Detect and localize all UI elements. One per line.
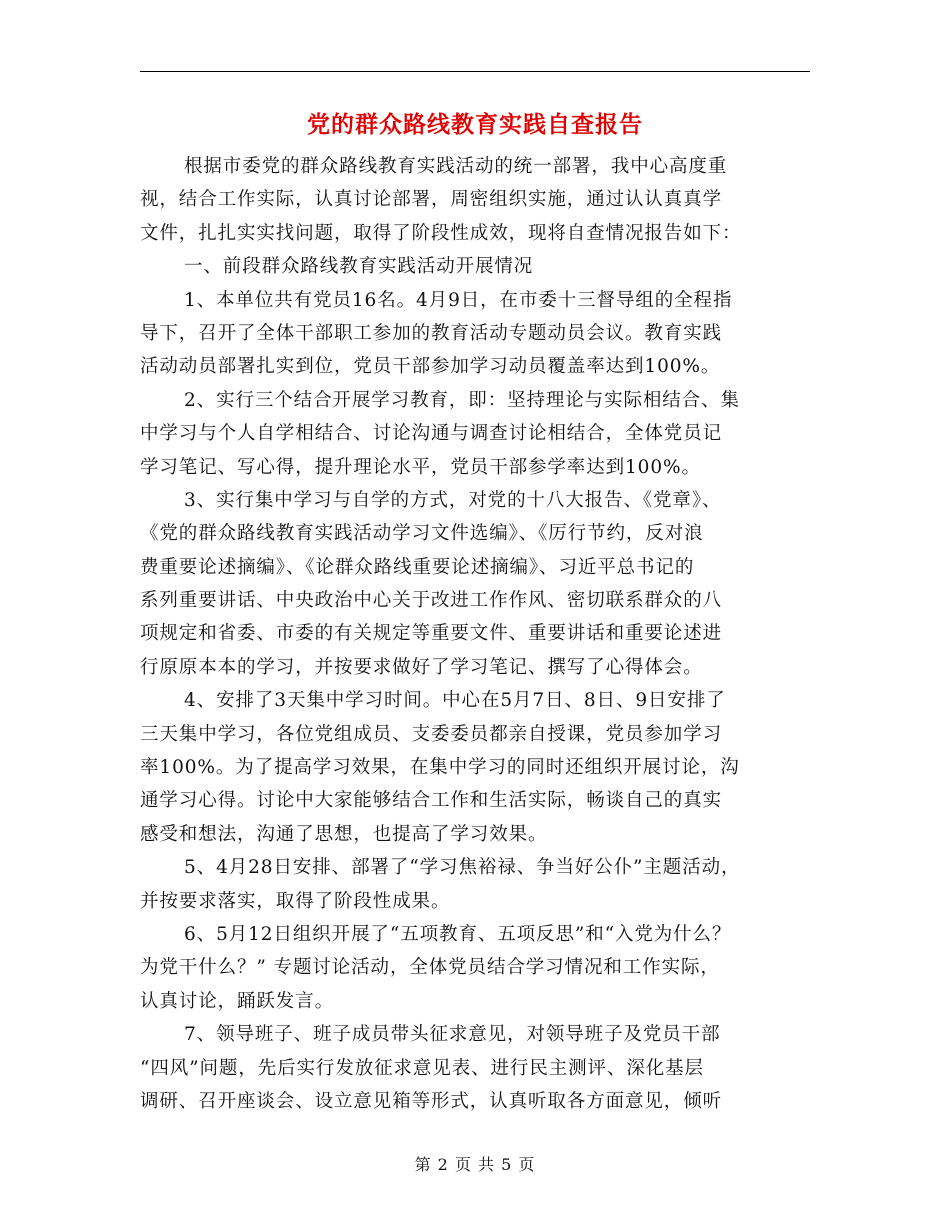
page-number: 第 2 页 共 5 页: [414, 1155, 536, 1174]
text-line: 三天集中学习，各位党组成员、支委委员都亲自授课，党员参加学习: [140, 723, 723, 745]
text-line: 5、4月28日安排、部署了“学习焦裕禄、争当好公仆”主题活动，: [184, 857, 741, 879]
page-footer: [0, 1152, 950, 1175]
text-line: 调研、召开座谈会、设立意见箱等形式，认真听取各方面意见，倾听: [140, 1090, 723, 1112]
text-line: 《党的群众路线教育实践活动学习文件选编》、《厉行节约，反对浪: [140, 523, 704, 545]
text-line: 中学习与个人自学相结合、讨论沟通与调查讨论相结合，全体党员记: [140, 423, 723, 445]
text-line: 学习笔记、写心得，提升理论水平，党员干部参学率达到100%。: [140, 456, 701, 478]
text-line: 活动动员部署扎实到位，党员干部参加学习动员覆盖率达到100%。: [140, 356, 721, 378]
text-line: 为党干什么？” 专题讨论活动，全体党员结合学习情况和工作实际，: [140, 957, 720, 979]
text-line: 项规定和省委、市委的有关规定等重要文件、重要讲话和重要论述进: [140, 623, 723, 645]
text-line: 视，结合工作实际，认真讨论部署，周密组织实施，通过认认真真学: [140, 189, 723, 211]
text-line: 7、领导班子、班子成员带头征求意见，对领导班子及党员干部: [184, 1024, 721, 1046]
text-line: 系列重要讲话、中央政治中心关于改进工作作风、密切联系群众的八: [140, 590, 723, 612]
text-line: 通学习心得。讨论中大家能够结合工作和生活实际，畅谈自己的真实: [140, 790, 723, 812]
text-line: 文件，扎扎实实找问题，取得了阶段性成效，现将自查情况报告如下：: [140, 222, 742, 244]
text-line: 导下，召开了全体干部职工参加的教育活动专题动员会议。教育实践: [140, 322, 723, 344]
text-line: 1、本单位共有党员16名。4月9日，在市委十三督导组的全程指: [184, 289, 733, 311]
document-body: [140, 150, 812, 1118]
text-line: 率100%。为了提高学习效果，在集中学习的同时还组织开展讨论，沟: [140, 757, 740, 779]
text-line: 根据市委党的群众路线教育实践活动的统一部署，我中心高度重: [184, 156, 728, 177]
text-line: 2、实行三个结合开展学习教育，即：坚持理论与实际相结合、集: [184, 389, 740, 411]
text-line: 行原原本本的学习，并按要求做好了学习笔记、撰写了心得体会。: [140, 656, 703, 678]
document-title: 党的群众路线教育实践自查报告: [307, 111, 643, 138]
text-line: 4、安排了3天集中学习时间。中心在5月7日、8日、9日安排了: [184, 690, 726, 712]
text-line: “四风”问题，先后实行发放征求意见表、进行民主测评、深化基层: [140, 1057, 704, 1079]
text-line: 费重要论述摘编》、《论群众路线重要论述摘编》、习近平总书记的: [140, 556, 695, 578]
text-line: 并按要求落实，取得了阶段性成果。: [140, 890, 451, 912]
text-line: 认真讨论，踊跃发言。: [140, 990, 335, 1012]
text-line: 3、实行集中学习与自学的方式，对党的十八大报告、《党章》、: [184, 489, 722, 511]
text-line: 一、前段群众路线教育实践活动开展情况: [184, 256, 534, 278]
header-rule: [140, 71, 810, 72]
text-line: 感受和想法，沟通了思想，也提高了学习效果。: [140, 823, 548, 845]
text-line: 6、5月12日组织开展了“五项教育、五项反思”和“入党为什么？: [184, 923, 732, 945]
